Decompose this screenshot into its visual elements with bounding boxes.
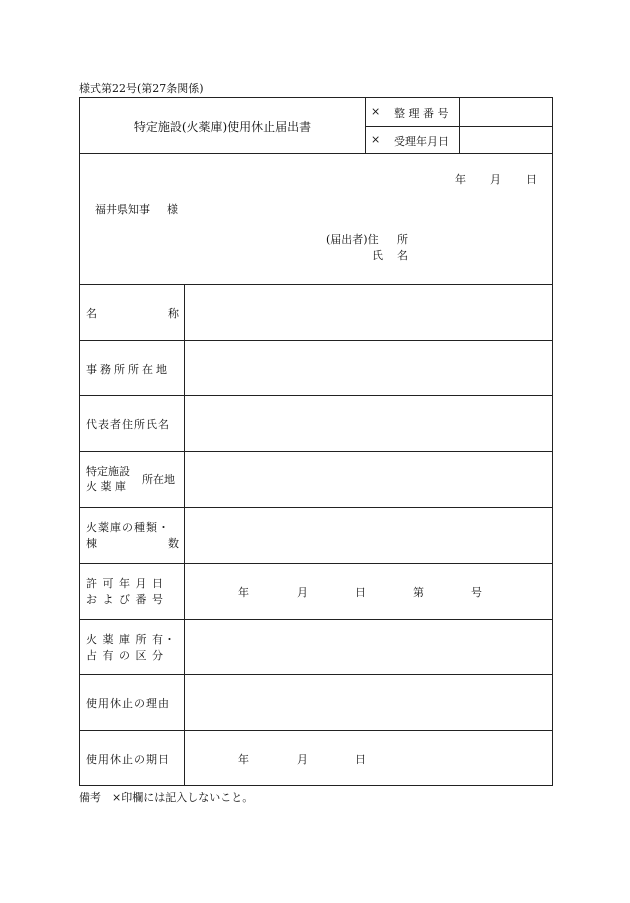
representative-label: 代表者住所氏名 xyxy=(86,418,170,431)
permit-year: 年 xyxy=(238,586,249,599)
footnote: 備考 ×印欄には記入しないこと。 xyxy=(79,791,254,804)
suspension-reason-field[interactable] xyxy=(186,676,552,728)
magazine-type-field[interactable] xyxy=(186,509,552,561)
permit-dai: 第 xyxy=(413,586,424,599)
notifier-address-label-end: 所 xyxy=(397,233,408,246)
notifier-address-label: (届出者)住 xyxy=(326,233,379,246)
period-year: 年 xyxy=(238,753,249,766)
period-day: 日 xyxy=(355,753,366,766)
office-location-field[interactable] xyxy=(186,342,552,393)
date-year: 年 xyxy=(455,173,466,186)
facility-label: 特定施設 xyxy=(86,465,130,478)
count-label-end: 数 xyxy=(168,537,179,550)
notifier-name-label: 氏 xyxy=(372,249,383,262)
header-bottom-line xyxy=(80,153,552,154)
representative-field[interactable] xyxy=(186,397,552,449)
reference-number-label: 整 理 番 号 xyxy=(394,107,449,120)
row-line xyxy=(80,730,552,731)
permit-month: 月 xyxy=(297,586,308,599)
magazine-label: 火 薬 庫 xyxy=(86,480,126,493)
form-title: 特定施設(火薬庫)使用休止届出書 xyxy=(133,120,312,134)
row-line xyxy=(80,674,552,675)
name-label: 名 xyxy=(86,307,97,320)
row-line xyxy=(80,619,552,620)
suspension-period-label: 使用休止の期日 xyxy=(86,753,170,766)
possession-label: 占 有 の 区 分 xyxy=(86,649,164,662)
office-location-label: 事務所所在地 xyxy=(86,363,170,376)
location-label: 所在地 xyxy=(142,473,175,486)
row-line xyxy=(80,563,552,564)
governor-addressee: 福井県知事 xyxy=(95,203,150,216)
receipt-date-label: 受理年月日 xyxy=(394,135,449,148)
notification-form xyxy=(79,97,553,786)
permit-field[interactable] xyxy=(186,565,552,617)
row-line xyxy=(80,507,552,508)
row-line xyxy=(80,340,552,341)
notifier-name-label-end: 名 xyxy=(397,249,408,262)
magazine-type-label: 火薬庫の種類・ xyxy=(86,521,170,534)
receipt-date-field[interactable] xyxy=(460,127,552,152)
name-field[interactable] xyxy=(186,286,552,338)
honorific: 様 xyxy=(167,203,178,216)
permit-date-label: 許 可 年 月 日 xyxy=(86,577,164,590)
permit-go: 号 xyxy=(471,586,482,599)
suspension-period-field[interactable] xyxy=(186,732,552,785)
period-month: 月 xyxy=(297,753,308,766)
suspension-reason-label: 使用休止の理由 xyxy=(86,697,170,710)
row-line xyxy=(80,395,552,396)
cross-mark: × xyxy=(371,133,381,146)
header-mid-line xyxy=(365,126,459,127)
addressee-bottom-line xyxy=(80,284,552,285)
name-label-end: 称 xyxy=(168,307,179,320)
permit-number-label: お よ び 番 号 xyxy=(86,593,164,606)
ownership-field[interactable] xyxy=(186,621,552,672)
form-number: 様式第22号(第27条関係) xyxy=(79,82,204,95)
location-field[interactable] xyxy=(186,453,552,505)
label-column-divider xyxy=(184,284,185,785)
cross-mark: × xyxy=(371,105,381,118)
date-day: 日 xyxy=(526,173,537,186)
permit-day: 日 xyxy=(355,586,366,599)
reference-number-field[interactable] xyxy=(460,99,552,125)
ownership-label: 火 薬 庫 所 有・ xyxy=(86,633,176,646)
date-month: 月 xyxy=(490,173,501,186)
count-label: 棟 xyxy=(86,537,97,550)
row-line xyxy=(80,451,552,452)
